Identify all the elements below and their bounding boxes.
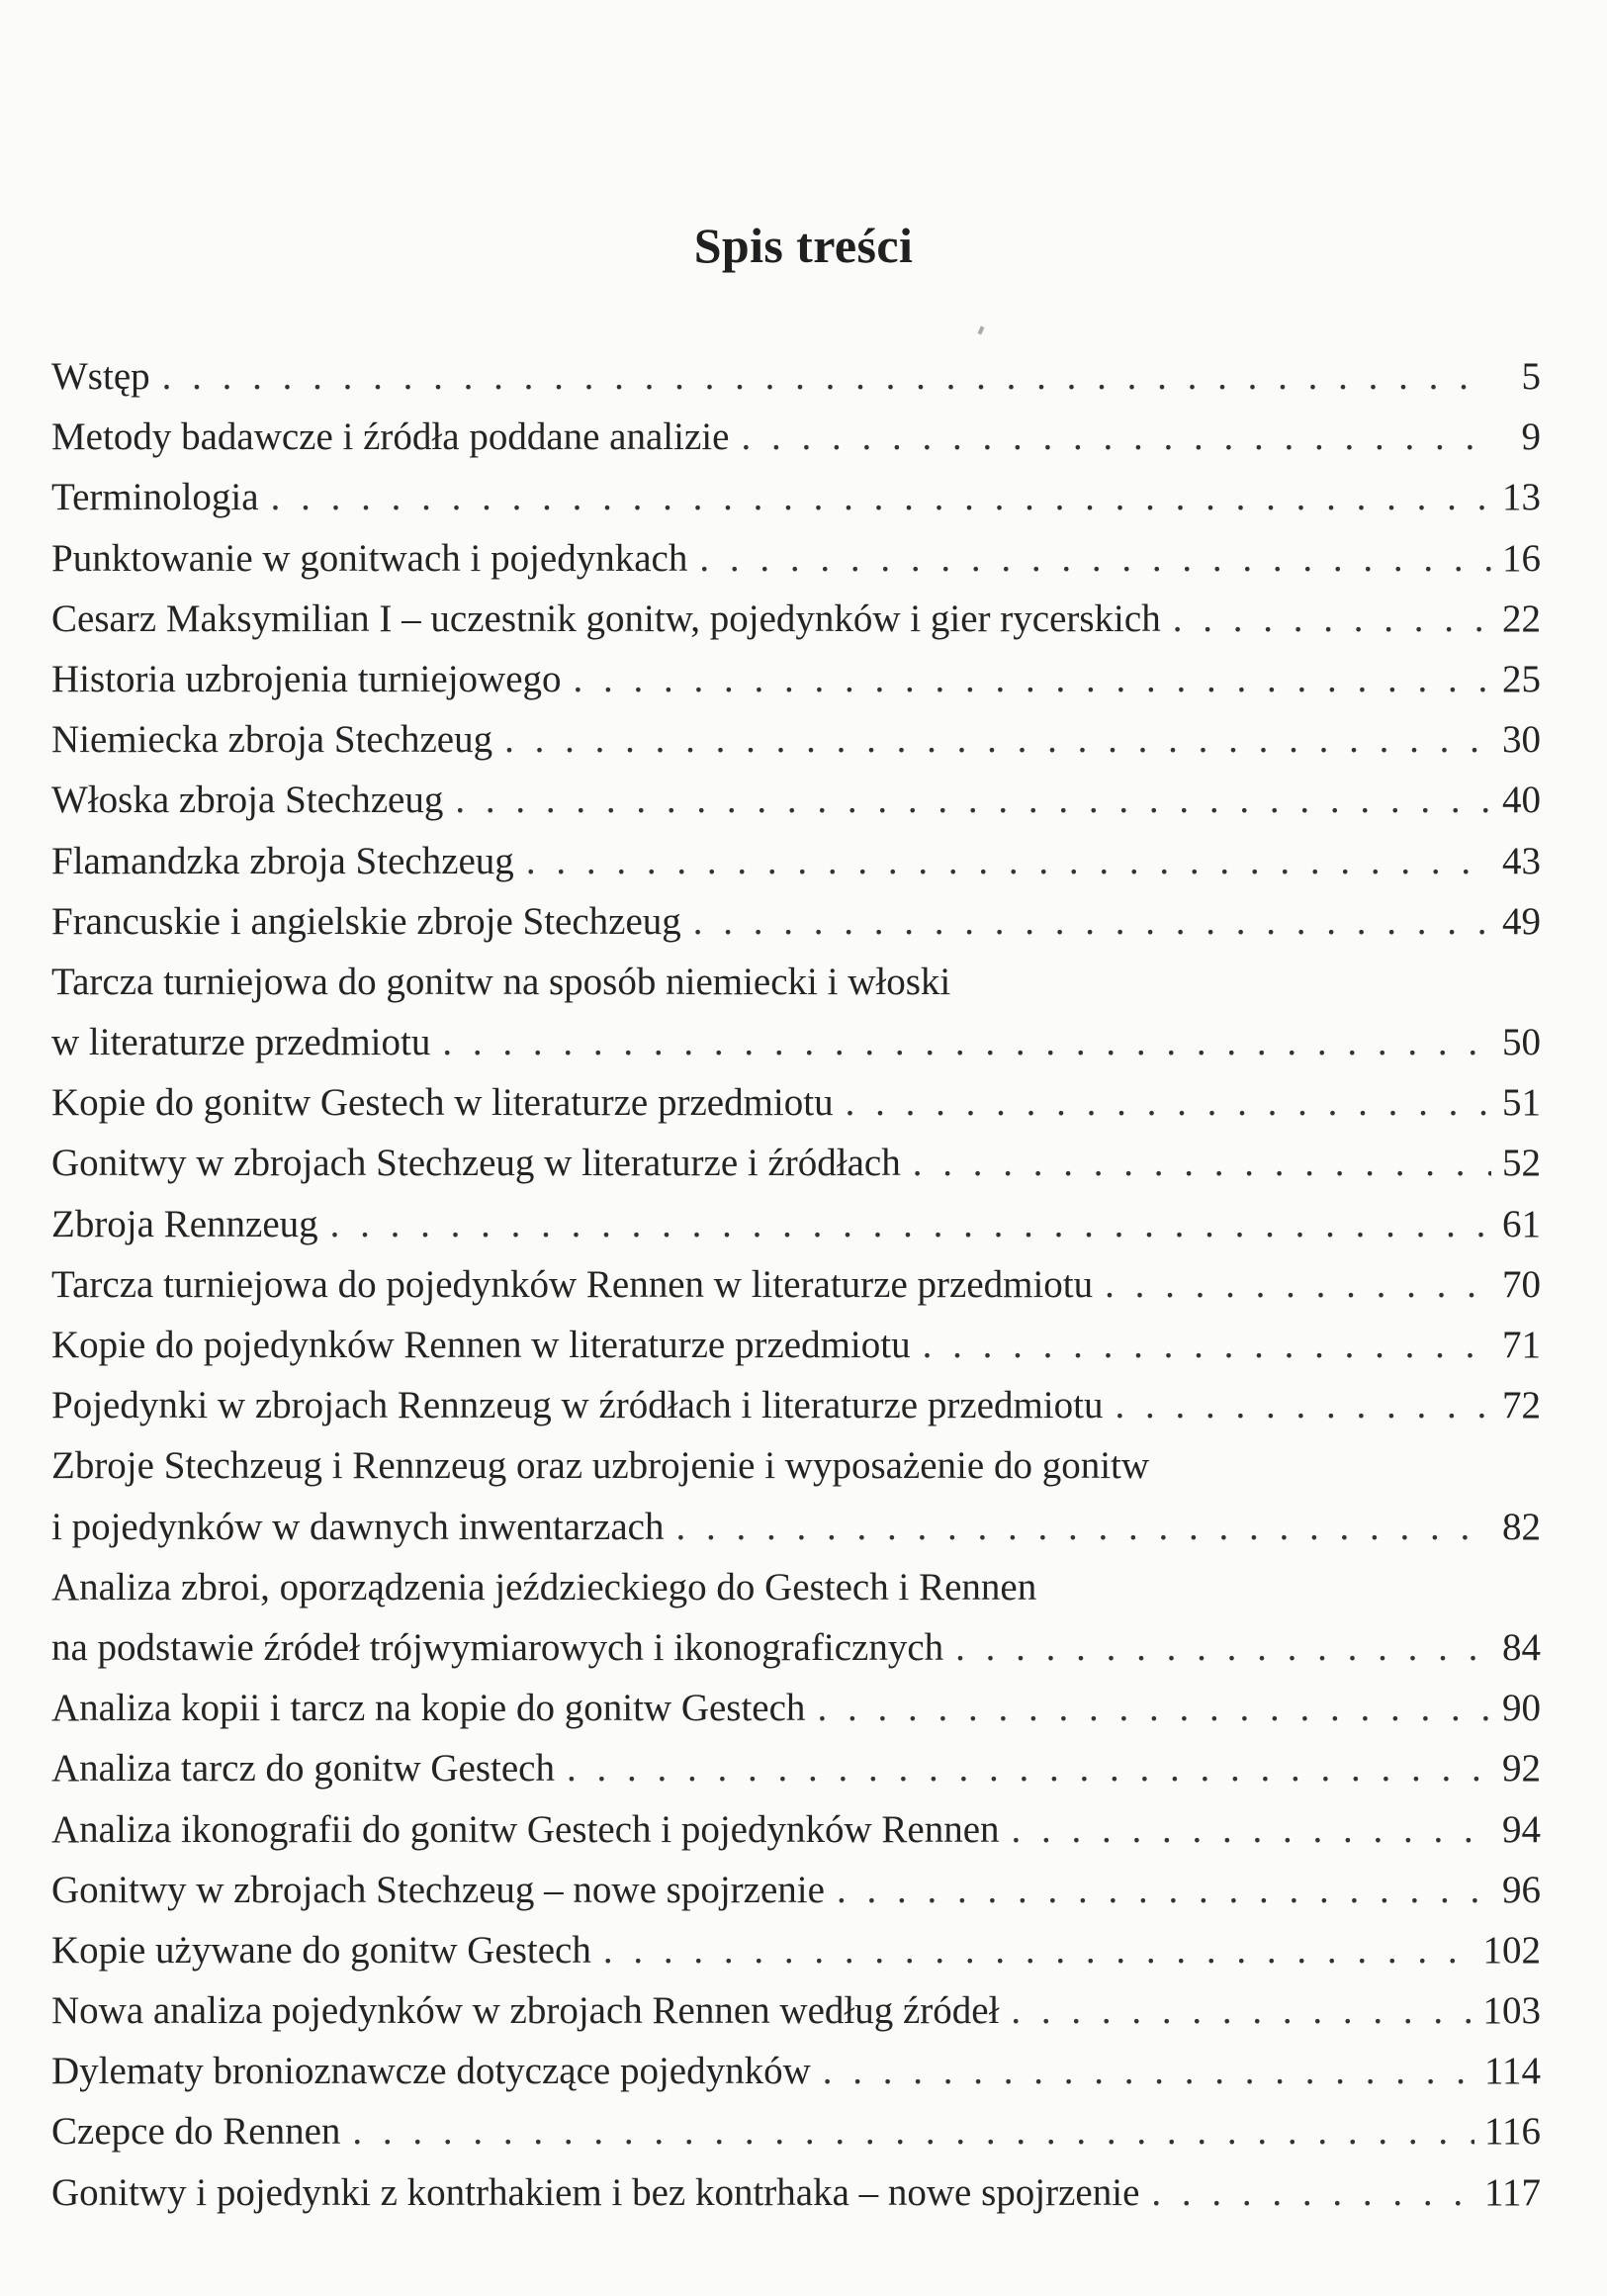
dot-leader: [526, 831, 1491, 891]
toc-line: [51, 1435, 1541, 1496]
dot-leader: [271, 467, 1491, 527]
dot-leader: [352, 2101, 1474, 2161]
dot-leader: [442, 1012, 1491, 1072]
dot-leader: [1012, 1799, 1491, 1860]
toc-entry: [51, 1678, 1541, 1738]
toc-entry-title: Analiza kopii i tarcz na kopie do gonitw Gestech: [51, 1687, 806, 1730]
dot-leader: [574, 649, 1491, 709]
toc-entry-title: Francuskie i angielskie zbroje Stechzeug: [51, 899, 681, 943]
toc-entry: [51, 1315, 1541, 1375]
toc-entry-title: Gonitwy i pojedynki z kontrhakiem i bez kontrhaka – nowe spojrzenie: [51, 2170, 1140, 2214]
toc-page-number: 102: [1482, 1928, 1541, 1972]
toc-line: [51, 1315, 1541, 1375]
toc-entry: [51, 649, 1541, 709]
toc-entry: [51, 346, 1541, 407]
toc-line: [51, 467, 1541, 527]
toc-line: [51, 528, 1541, 589]
toc-page-number: 13: [1502, 476, 1541, 519]
dot-leader: [823, 2041, 1474, 2101]
toc-page-number: 103: [1482, 1989, 1541, 2033]
toc-page-number: 82: [1502, 1505, 1541, 1548]
dot-leader: [455, 770, 1491, 830]
toc-page-number: 25: [1502, 657, 1541, 700]
page-title: Spis treści: [693, 218, 914, 273]
toc-entry-title: Analiza tarcz do gonitw Gestech: [51, 1747, 555, 1791]
toc-line: [51, 1375, 1541, 1435]
toc-entry-title: Tarcza turniejowa do gonitw na sposób niemiecki i włoski: [51, 960, 951, 1003]
toc-line: [51, 589, 1541, 649]
toc-entry-title: Historia uzbrojenia turniejowego: [51, 657, 562, 700]
toc-page-number: 51: [1502, 1081, 1541, 1125]
toc-page-number: 116: [1483, 2110, 1541, 2154]
dot-leader: [699, 528, 1491, 589]
toc-line: [51, 1738, 1541, 1798]
toc-entry: [51, 1375, 1541, 1435]
toc-page-number: 30: [1502, 718, 1541, 762]
toc-entry: [51, 1254, 1541, 1315]
toc-entry: [51, 1194, 1541, 1254]
toc-line: [51, 709, 1541, 770]
toc-entry-title: Tarcza turniejowa do pojedynków Rennen w literaturze przedmiotu: [51, 1262, 1094, 1306]
toc-entry: [51, 2041, 1541, 2101]
toc-entry-title: Punktowanie w gonitwach i pojedynkach: [51, 536, 688, 580]
toc-entry: [51, 2101, 1541, 2161]
toc-entry: [51, 528, 1541, 589]
toc-entry: [51, 1072, 1541, 1133]
dot-leader: [1173, 589, 1491, 649]
toc-entry-title: Włoska zbroja Stechzeug: [51, 779, 444, 822]
toc-line: [51, 346, 1541, 407]
toc-entry-title: Kopie do gonitw Gestech w literaturze przedmiotu: [51, 1081, 834, 1125]
toc-entry-title: Niemiecka zbroja Stechzeug: [51, 718, 493, 762]
toc-page-number: 70: [1502, 1262, 1541, 1306]
toc-line: [51, 1799, 1541, 1860]
toc-page-number: 61: [1502, 1202, 1541, 1245]
dot-leader: [741, 407, 1491, 467]
toc-entry: [51, 891, 1541, 952]
toc-page-number: 84: [1502, 1625, 1541, 1669]
toc-entry: [51, 1435, 1541, 1556]
toc-line: [51, 1860, 1541, 1920]
toc-entry-title: Nowa analiza pojedynków w zbrojach Rennen według źródeł: [51, 1989, 1000, 2033]
toc-entry: [51, 467, 1541, 527]
toc-line: [51, 1133, 1541, 1193]
toc-page-number: 40: [1502, 779, 1541, 822]
toc-entry: [51, 1920, 1541, 1980]
toc-entry-title: Zbroje Stechzeug i Rennzeug oraz uzbrojenie i wyposażenie do gonitw: [51, 1444, 1150, 1488]
dot-leader: [913, 1133, 1491, 1193]
toc-entry-title: Czepce do Rennen: [51, 2110, 341, 2154]
toc-line: [51, 1678, 1541, 1738]
toc-entry-title: Flamandzka zbroja Stechzeug: [51, 839, 514, 882]
toc-entry: [51, 1133, 1541, 1193]
toc-entry: [51, 831, 1541, 891]
dot-leader: [693, 891, 1491, 952]
toc-page-number: 114: [1483, 2050, 1541, 2093]
toc-line: [51, 407, 1541, 467]
toc-entry-title: Analiza zbroi, oporządzenia jeździeckiego do Gestech i Rennen: [51, 1565, 1037, 1608]
toc-entry: [51, 952, 1541, 1072]
toc-entry-title: Wstęp: [51, 355, 150, 398]
toc-page-number: 72: [1502, 1384, 1541, 1427]
toc-entry-title: Cesarz Maksymilian I – uczestnik gonitw, pojedynków i gier rycerskich: [51, 597, 1161, 640]
toc-page-number: 90: [1502, 1687, 1541, 1730]
dot-leader: [504, 709, 1491, 770]
toc-page-number: 94: [1502, 1807, 1541, 1851]
dot-leader: [1115, 1375, 1491, 1435]
toc-page-number: 71: [1502, 1324, 1541, 1366]
toc-line: [51, 1617, 1541, 1678]
toc-entry: [51, 709, 1541, 770]
toc-line: [51, 2101, 1541, 2161]
toc-entry-title: Analiza ikonografii do gonitw Gestech i pojedynków Rennen: [51, 1807, 1000, 1851]
toc-entry: [51, 1799, 1541, 1860]
toc-entry: [51, 1980, 1541, 2041]
toc-page-number: 5: [1521, 355, 1541, 398]
toc-entry-title: Zbroja Rennzeug: [51, 1202, 318, 1245]
toc-entry-title: Dylematy bronioznawcze dotyczące pojedynków: [51, 2050, 811, 2093]
dot-leader: [817, 1678, 1491, 1738]
dot-leader: [837, 1860, 1491, 1920]
toc-entry: [51, 770, 1541, 830]
toc-page-number: 16: [1502, 536, 1541, 580]
toc-entry: [51, 2162, 1541, 2223]
toc-entry-title: Kopie do pojedynków Rennen w literaturze przedmiotu: [51, 1324, 911, 1366]
toc-entry-title: Pojedynki w zbrojach Rennzeug w źródłach i literaturze przedmiotu: [51, 1384, 1104, 1427]
toc-line: [51, 649, 1541, 709]
toc-entry: [51, 589, 1541, 649]
dot-leader: [567, 1738, 1491, 1798]
dot-leader: [1105, 1254, 1491, 1315]
toc-line: [51, 2041, 1541, 2101]
toc-page-number: 92: [1502, 1747, 1541, 1791]
toc-line: [51, 1497, 1541, 1557]
toc-page-number: 52: [1502, 1142, 1541, 1185]
toc-line: [51, 1072, 1541, 1133]
toc-entry-title: Gonitwy w zbrojach Stechzeug w literaturze i źródłach: [51, 1142, 901, 1185]
dot-leader: [330, 1194, 1491, 1254]
table-of-contents: [51, 346, 1541, 2223]
dot-leader: [1011, 1980, 1473, 2041]
toc-page-number: 117: [1483, 2170, 1541, 2214]
toc-line: [51, 891, 1541, 952]
dot-leader: [923, 1315, 1491, 1375]
toc-line: [51, 770, 1541, 830]
toc-entry: [51, 1860, 1541, 1920]
toc-entry-title: Terminologia: [51, 476, 259, 519]
toc-line: [51, 1980, 1541, 2041]
toc-line: [51, 831, 1541, 891]
toc-page-number: 96: [1502, 1868, 1541, 1911]
toc-entry-title: Metody badawcze i źródła poddane analizie: [51, 415, 730, 459]
toc-line: [51, 1920, 1541, 1980]
dot-leader: [846, 1072, 1491, 1133]
toc-line: [51, 1012, 1541, 1072]
dot-leader: [603, 1920, 1473, 1980]
toc-line: [51, 1557, 1541, 1617]
toc-page-number: 49: [1502, 899, 1541, 943]
dot-leader: [955, 1617, 1491, 1678]
toc-line: [51, 952, 1541, 1012]
toc-entry: [51, 1738, 1541, 1798]
dot-leader: [1151, 2162, 1474, 2223]
toc-page-number: 22: [1502, 597, 1541, 640]
toc-entry-title: w literaturze przedmiotu: [51, 1021, 431, 1064]
toc-entry: [51, 1557, 1541, 1678]
toc-page-number: 43: [1502, 839, 1541, 882]
toc-line: [51, 1254, 1541, 1315]
toc-entry-title: i pojedynków w dawnych inwentarzach: [51, 1505, 665, 1548]
toc-entry-title: na podstawie źródeł trójwymiarowych i ikonograficznych: [51, 1625, 944, 1669]
dot-leader: [162, 346, 1491, 407]
toc-entry-title: Kopie używane do gonitw Gestech: [51, 1928, 591, 1972]
stray-ink-mark: [977, 326, 984, 335]
toc-entry-title: Gonitwy w zbrojach Stechzeug – nowe spojrzenie: [51, 1868, 825, 1911]
toc-page-number: 50: [1502, 1021, 1541, 1064]
dot-leader: [675, 1497, 1491, 1557]
toc-entry: [51, 407, 1541, 467]
toc-line: [51, 2162, 1541, 2223]
toc-line: [51, 1194, 1541, 1254]
toc-page-number: 9: [1521, 415, 1541, 459]
